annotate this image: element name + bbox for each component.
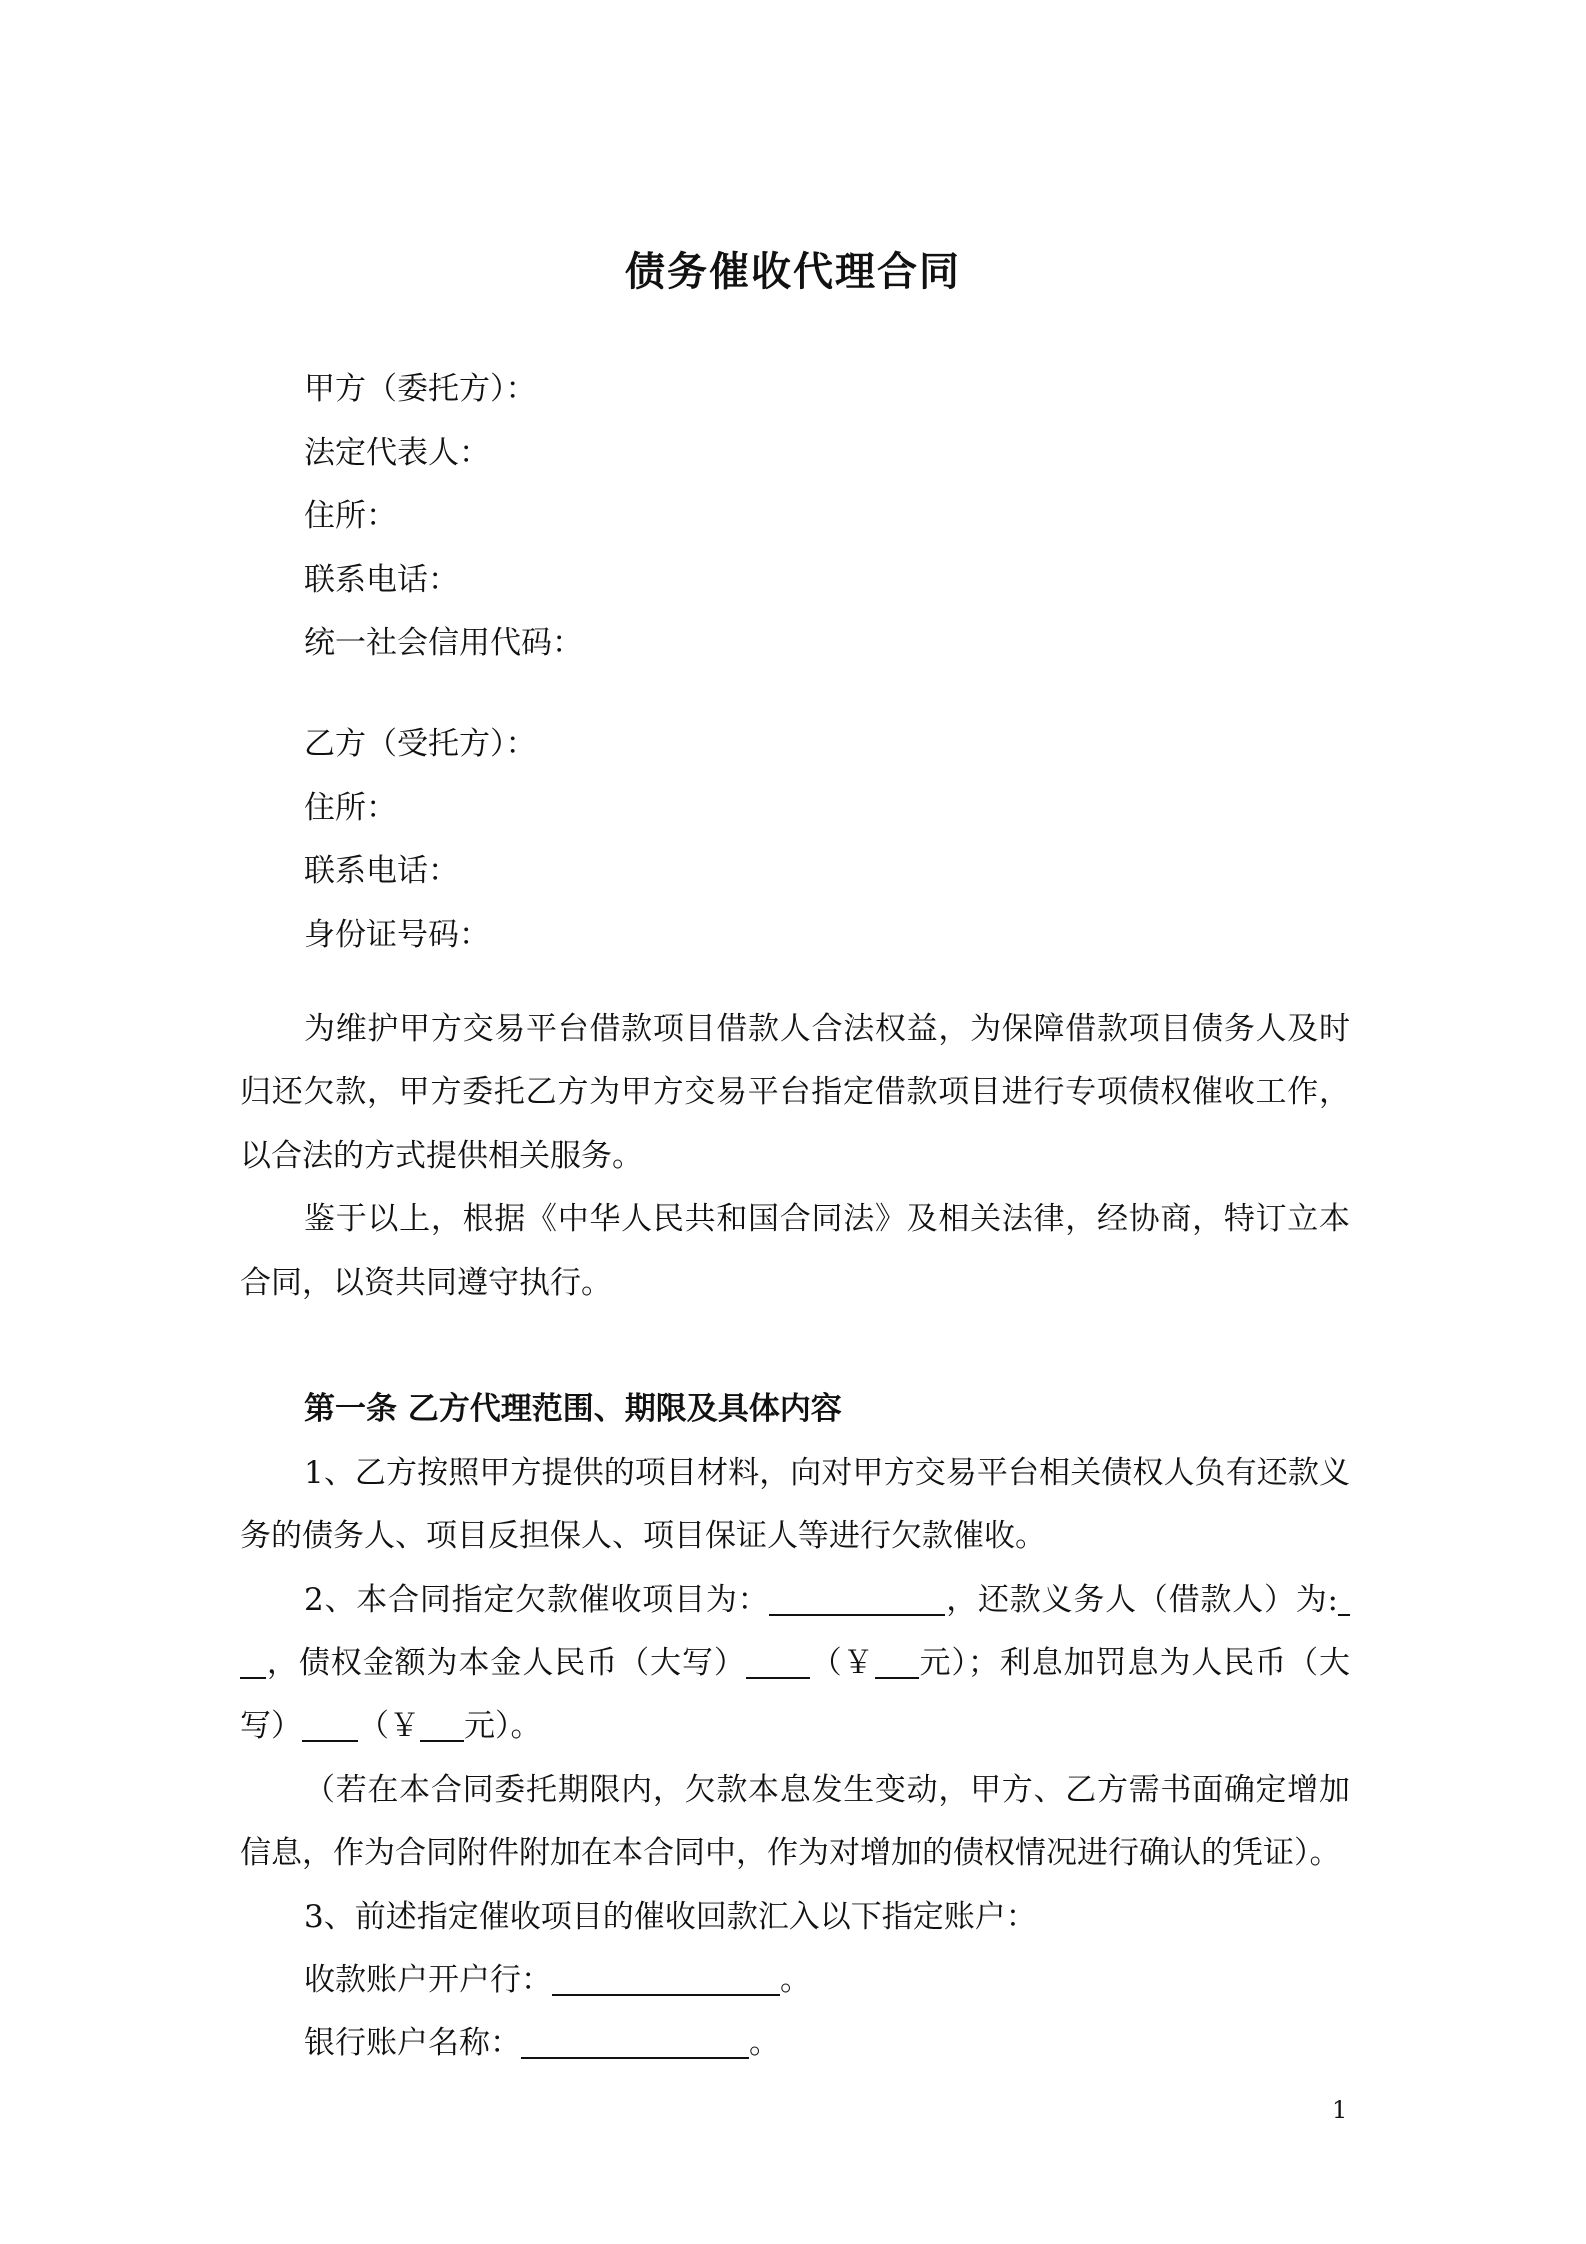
item-2-text-yuan-open-1: （￥ bbox=[809, 1645, 875, 1682]
account-name-period: 。 bbox=[749, 2025, 780, 2062]
principal-amount-blank bbox=[875, 1643, 919, 1679]
page-number: 1 bbox=[1332, 2096, 1348, 2124]
preamble-paragraph-2: 鉴于以上，根据《中华人民共和国合同法》及相关法律，经协商，特订立本合同，以资共同遵守执行。 bbox=[240, 1201, 1350, 1301]
party-a-name-line: 甲方（委托方）： bbox=[304, 371, 537, 407]
party-b-block bbox=[304, 713, 537, 967]
article-1-item-3: 3、前述指定催收项目的催收回款汇入以下指定账户： bbox=[304, 1898, 1037, 1935]
bank-name-label: 收款账户开户行： bbox=[304, 1962, 552, 1999]
bank-name-blank bbox=[552, 1960, 780, 1996]
party-a-credit-code-line: 统一社会信用代码： bbox=[304, 625, 583, 661]
article-1-heading: 第一条 乙方代理范围、期限及具体内容 bbox=[304, 1391, 842, 1428]
preamble-paragraph-1: 为维护甲方交易平台借款项目借款人合法权益，为保障借款项目债务人及时归还欠款，甲方委托乙方为甲方交易平台指定借款项目进行专项债权催收工作，以合法的方式提供相关服务。 bbox=[240, 1011, 1350, 1174]
project-name-blank bbox=[769, 1580, 945, 1616]
party-a-phone-line: 联系电话： bbox=[304, 561, 459, 598]
contract-body bbox=[240, 998, 1350, 2076]
interest-words-blank bbox=[302, 1706, 358, 1742]
article-1-note: （若在本合同委托期限内，欠款本息发生变动，甲方、乙方需书面确定增加信息，作为合同附件附加在本合同中，作为对增加的债权情况进行确认的凭证）。 bbox=[240, 1771, 1350, 1872]
principal-words-blank bbox=[746, 1643, 810, 1679]
party-a-address-line: 住所： bbox=[304, 498, 397, 534]
article-1-item-2 bbox=[240, 1569, 1350, 1759]
account-name-blank bbox=[521, 2023, 749, 2059]
section-spacer bbox=[240, 1315, 1350, 1378]
bank-name-period: 。 bbox=[780, 1962, 811, 1999]
party-b-phone-line: 联系电话： bbox=[304, 853, 459, 889]
bank-name-line bbox=[240, 1949, 1350, 2012]
item-2-text-yuan-close: 元）。 bbox=[464, 1708, 542, 1745]
party-a-block bbox=[304, 358, 583, 676]
item-2-text-yuan-open-2: （￥ bbox=[358, 1708, 420, 1745]
party-a-legal-rep-line: 法定代表人： bbox=[304, 434, 490, 471]
item-2-text-interest: 元）；利息加罚息为人民币（大写） bbox=[240, 1645, 1351, 1745]
account-name-label: 银行账户名称： bbox=[304, 2025, 521, 2062]
document-title: 债务催收代理合同 bbox=[625, 248, 961, 295]
party-b-address-line: 住所： bbox=[304, 789, 397, 826]
party-b-name-line: 乙方（受托方）： bbox=[304, 726, 537, 762]
account-name-line bbox=[240, 2012, 1350, 2075]
item-2-text-debtor: ，还款义务人（借款人）为: bbox=[945, 1581, 1338, 1618]
party-b-id-number-line: 身份证号码： bbox=[304, 916, 490, 953]
debtor-name-blank-start bbox=[1338, 1580, 1350, 1616]
article-1-item-1: 1、乙方按照甲方提供的项目材料，向对甲方交易平台相关债权人负有还款义务的债务人、项目反担保人、项目保证人等进行欠款催收。 bbox=[240, 1454, 1350, 1555]
interest-amount-blank bbox=[420, 1706, 464, 1742]
debtor-name-blank-end bbox=[240, 1643, 266, 1679]
item-2-text-project: 2、本合同指定欠款催收项目为： bbox=[304, 1581, 770, 1618]
item-2-text-principal: ，债权金额为本金人民币（大写） bbox=[266, 1645, 746, 1682]
